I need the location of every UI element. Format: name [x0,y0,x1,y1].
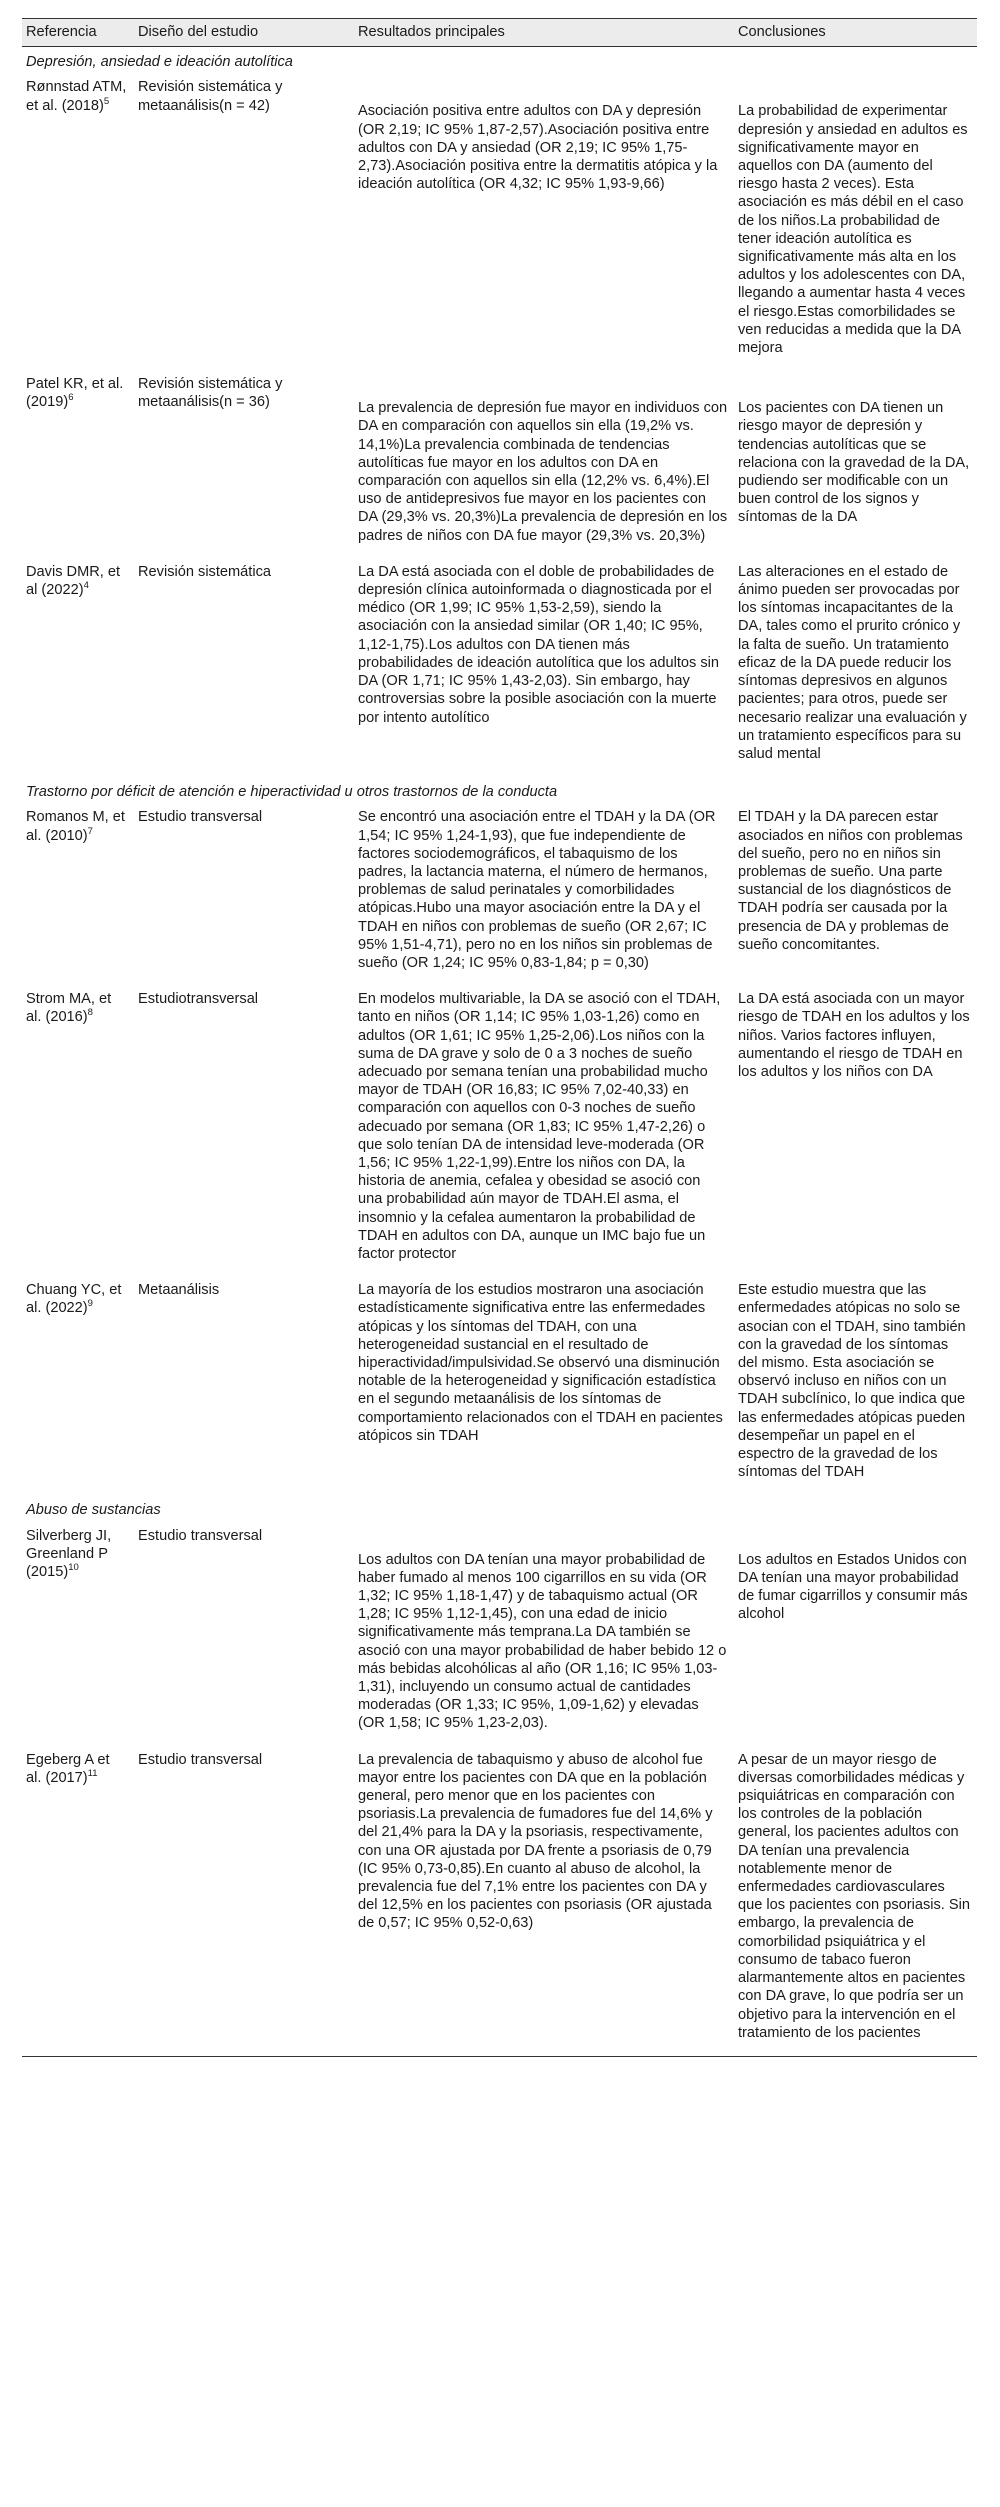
design-cell: Estudio transversal [138,1527,263,1544]
section-title: Abuso de sustancias [26,1502,161,1519]
conclusions-cell: Los adultos en Estados Unidos con DA tenían una mayor probabilidad de fumar cigarrillos y consumir más alcohol [738,1551,968,1623]
reference-cell [22,559,134,777]
section-title: Trastorno por déficit de atención e hiperactividad u otros trastornos de la conducta [26,784,558,801]
section-title: Depresión, ansiedad e ideación autolítica [26,54,293,71]
reference-citation: 11 [87,1768,98,1779]
results-cell: La prevalencia de tabaquismo y abuso de alcohol fue mayor entre los pacientes con DA que en la población general, pero menor que en los pacientes con psoriasis.La prevalencia de fumadores fue del 14,6% y del 21,4% para la DA y la psoriasis, respectivamente, con una OR ajustada por DA frente a psoriasis de 0,79 (IC 95% 0,73-0,85).En cuanto al abuso de alcohol, la prevalencia fue del 7,1% entre los pacientes con DA y del 12,5% en los pacientes con psoriasis (OR ajustada de 0,57; IC 95% 0,52-0,63) [354,1747,734,2057]
results-cell: Se encontró una asociación entre el TDAH y la DA (OR 1,54; IC 95% 1,24-1,93), que fue independiente de factores sociodemográficos, el tabaquismo de los padres, la lactancia materna, el número de hermanos, problemas de salud perinatales y comorbilidades atópicas.Hubo una mayor asociación entre la DA y el TDAH en niños con problemas de sueño (OR 2,67; IC 95% 1,51-4,71), pero no en los niños sin problemas de sueño (OR 1,24; IC 95% 0,83-1,84; p = 0,30) [358,809,716,971]
reference-cell [22,986,134,1277]
table-row [22,74,977,371]
conclusions-cell: Este estudio muestra que las enfermedades atópicas no solo se asocian con el TDAH, sino también con la gravedad de los síntomas del mismo. Esta asociación se observó incluso en niños con un TDAH subclínico, lo que indica que las enfermedades atópicas pueden desempeñar un papel en el espectro de la gravedad de los síntomas del TDAH [738,1282,966,1481]
results-cell: Asociación positiva entre adultos con DA y depresión (OR 2,19; IC 95% 1,87-2,57).Asociación positiva entre adultos con DA y ansiedad (OR 2,19; IC 95% 1,75-2,73).Asociación positiva entre la dermatitis atópica y la ideación autolítica (OR 4,32; IC 95% 1,93-9,66) [358,103,718,193]
design-cell: Metaanálisis [138,1282,220,1299]
reference-cell [22,1747,134,2057]
results-cell: Los adultos con DA tenían una mayor probabilidad de haber fumado al menos 100 cigarrillos en su vida (OR 1,32; IC 95% 1,18-1,47) y de tabaquismo actual (OR 1,28; IC 95% 1,12-1,45), con una edad de inicio significativamente más temprana.La DA también se asoció con una mayor probabilidad de haber bebido 12 o más bebidas alcohólicas al año (OR 1,16; IC 95% 1,03-1,31), incluyendo un consumo actual de cantidades moderadas (OR 1,33; IC 95%, 1,09-1,62) y elevadas (OR 1,58; IC 95% 1,23-2,03). [358,1551,727,1732]
reference-cell [22,1523,134,1747]
reference-text: Davis DMR, et al (2022) [26,563,121,599]
results-cell: La prevalencia de depresión fue mayor en individuos con DA en comparación con aquellos sin ella (19,2% vs. 14,1%)La prevalencia combinada de tendencias autolíticas fue mayor en los adultos con DA en comparación con aquellos sin ella (12,2% vs. 6,4%).El uso de antidepresivos fue mayor en los pacientes con DA (29,3% vs. 20,3%)La prevalencia de depresión en los padres de niños con DA fue mayor (29,3% vs. 20,3%) [358,400,728,544]
design-cell: Estudiotransversal [138,991,259,1008]
design-cell: Revisión sistemática [138,563,272,580]
design-cell: Revisión sistemática y metaanálisis(n = 36) [138,376,283,411]
table-row [22,1277,977,1495]
header-resultados: Resultados principales [354,19,734,47]
design-cell: Revisión sistemática y metaanálisis(n = 42) [138,79,283,114]
reference-text: Egeberg A et al. (2017) [26,1751,110,1786]
conclusions-cell: Los pacientes con DA tienen un riesgo mayor de depresión y tendencias autolíticas que se relaciona con la gravedad de la DA, pudiendo ser modificable con un buen control de los signos y síntomas de la DA [738,400,970,526]
reference-text: Rønnstad ATM, et al. (2018) [26,79,127,114]
table-row [22,371,977,559]
table-row [22,1747,977,2057]
table-row [22,1523,977,1747]
reference-cell [22,74,134,371]
design-cell: Estudio transversal [134,1747,354,2057]
header-referencia: Referencia [22,19,134,47]
reference-text: Silverberg JI, Greenland P (2015) [26,1527,112,1581]
header-diseno: Diseño del estudio [134,19,354,47]
results-cell: La mayoría de los estudios mostraron una asociación estadísticamente significativa entre las enfermedades atópicas y los síntomas del TDAH, con una heterogeneidad sustancial en el resultado de hiperactividad/impulsividad.Se observó una disminución notable de la heterogeneidad y significación estadística en el segundo metaanálisis de los síntomas de comportamiento relacionados con el TDAH en pacientes atópicos sin TDAH [358,1282,723,1444]
reference-text: Patel KR, et al. (2019) [26,376,124,411]
reference-citation: 5 [103,95,110,107]
section-row [22,47,977,75]
table-row [22,804,977,986]
table-header [22,19,977,47]
header-row [22,19,977,47]
conclusions-cell: El TDAH y la DA parecen estar asociados en niños con problemas del sueño, pero no en niños sin problemas de sueño. Una parte sustancial de los diagnósticos de TDAH podría ser causada por la presencia de DA y problemas de sueño concomitantes. [738,809,963,953]
reference-text: Strom MA, et al. (2016) [26,991,112,1026]
reference-citation: 10 [68,1562,79,1574]
conclusions-cell: La DA está asociada con un mayor riesgo de TDAH en los adultos y los niños. Varios factores influyen, aumentando el riesgo de TDAH en los adultos y los niños con DA [738,991,970,1080]
header-conclusiones: Conclusiones [734,19,977,47]
conclusions-cell: Las alteraciones en el estado de ánimo pueden ser provocadas por los síntomas incapacitantes de la DA, tales como el prurito crónico y la falta de sueño. Un tratamiento eficaz de la DA puede reducir los síntomas depresivos en algunos pacientes; para otros, puede ser necesario realizar una evaluación y un tratamiento específicos para su salud mental [738,563,967,762]
reference-cell [22,371,134,559]
conclusions-cell: La probabilidad de experimentar depresión y ansiedad en adultos es significativamente mayor en aquellos con DA (aumento del riesgo hasta 2 veces). Esta asociación es más débil en el caso de los niños.La probabilidad de tener ideación autolítica es significativamente más alta en los adultos y los adolescentes con DA, llegando a aumentar hasta 4 veces el riesgo.Estas comorbilidades se ven reducidas a medida que la DA mejora [738,103,968,357]
reference-cell [22,1277,134,1495]
reference-cell [22,804,134,986]
design-cell: Estudio transversal [138,809,263,826]
reference-text: Romanos M, et al. (2010) [26,809,125,844]
reference-citation: 8 [87,1007,93,1019]
table-row [22,559,977,777]
results-cell: La DA está asociada con el doble de probabilidades de depresión clínica autoinformada o diagnosticada por el médico (OR 1,99; IC 95% 1,53-2,59), siendo la asociación con la ansiedad similar (OR 1,40; IC 95%, 1,12-1,75).Los adultos con DA tienen más probabilidades de ideación autolítica que los adultos sin DA (OR 1,71; IC 95% 1,43-2,03). Sin embargo, hay controversias sobre la posible asociación con la muerte por intento autolítico [358,563,720,726]
reference-citation: 6 [68,392,74,404]
table-row [22,986,977,1277]
reference-citation: 7 [87,825,93,837]
comorbidities-table [22,18,977,2057]
section-row [22,1495,977,1522]
section-row [22,777,977,804]
reference-citation: 9 [87,1298,93,1310]
reference-text: Chuang YC, et al. (2022) [26,1282,122,1317]
conclusions-cell: A pesar de un mayor riesgo de diversas comorbilidades médicas y psiquiátricas en comparación con los controles de la población general, los pacientes adultos con DA tenían una prevalencia notablemente menor de enfermedades cardiovasculares que los pacientes con psoriasis. Sin embargo, la prevalencia de comorbilidad psiquiátrica y el consumo de tabaco fueron alarmantemente altos en pacientes con DA grave, lo que podría ser un objetivo para la intervención en el tratamiento de los pacientes [734,1747,977,2057]
reference-citation: 4 [83,580,89,592]
results-cell: En modelos multivariable, la DA se asoció con el TDAH, tanto en niños (OR 1,14; IC 95% 1,03-1,26) como en adultos (OR 1,61; IC 95% 1,25-2,06).Los niños con la suma de DA grave y solo de 0 a 3 noches de sueño adecuado por semana tenían una probabilidad mucho mayor de TDAH (OR 16,83; IC 95% 7,02-40,33) en comparación con aquellos con 0-3 noches de sueño adecuado por semana (OR 1,83; IC 95% 1,47-2,26) o que solo tenían DA de intensidad leve-moderada (OR 1,56; IC 95% 1,22-1,99).Entre los niños con DA, la historia de anemia, cefalea y obesidad se asoció con una probabilidad aún mayor de TDAH.El asma, el insomnio y la cefalea aumentaron la probabilidad de TDAH en adultos con DA, aunque un IMC bajo fue un factor protector [358,991,721,1262]
table-body [22,47,977,2057]
